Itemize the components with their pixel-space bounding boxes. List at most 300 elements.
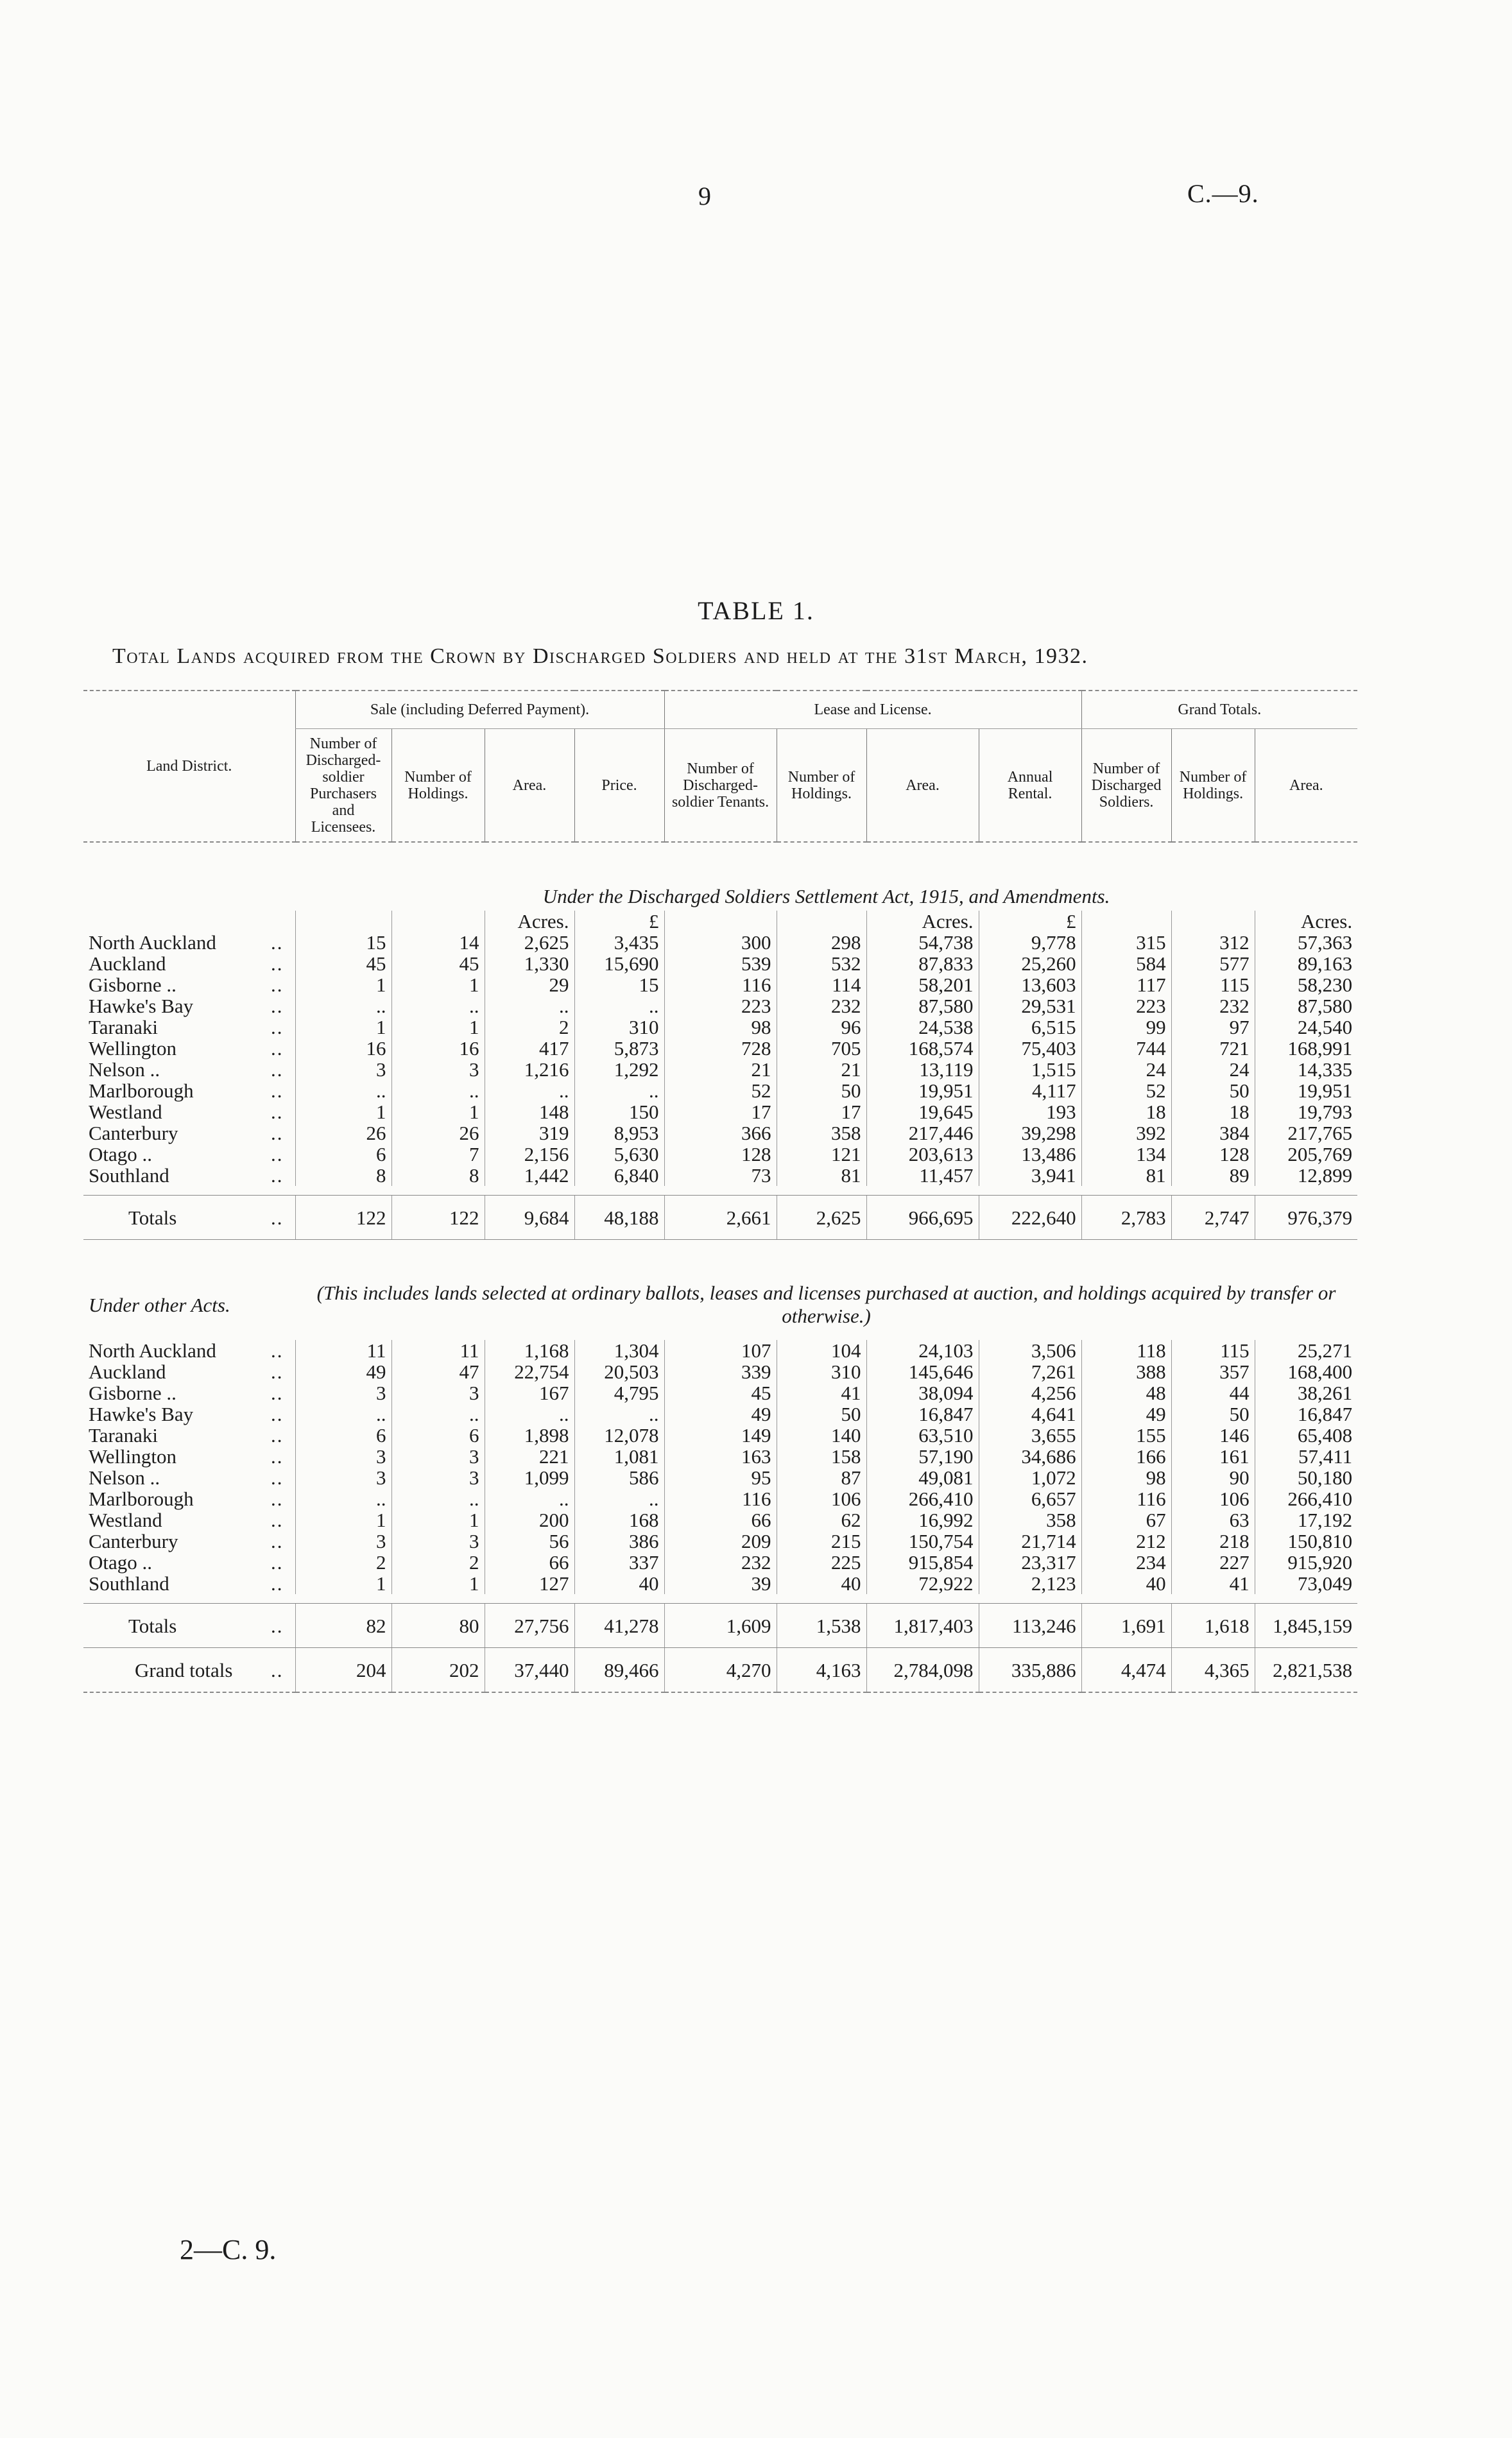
cell-lease-rental: 193 — [979, 1101, 1081, 1122]
cell-grand-area: 19,951 — [1255, 1080, 1357, 1101]
cell-lease-rental: 1,515 — [979, 1059, 1081, 1080]
cell-lease-area: 24,538 — [866, 1017, 979, 1038]
land-district-cell — [83, 1038, 295, 1059]
cell-lease-rental: 34,686 — [979, 1446, 1081, 1467]
cell-sale-purchasers: 3 — [295, 1059, 391, 1080]
cell-sale-price: 310 — [574, 1017, 664, 1038]
cell-grand-holdings: 227 — [1171, 1552, 1255, 1573]
cell-grand-holdings: 44 — [1171, 1382, 1255, 1404]
table-row — [83, 1446, 1357, 1467]
table-subtitle: Total Lands acquired from the Crown by Discharged Soldiers and held at the 31st March, 1932. — [112, 644, 1088, 668]
table-row — [83, 1122, 1357, 1144]
cell-sale-holdings: 1 — [391, 1573, 485, 1594]
cell-grand-soldiers: 52 — [1081, 1080, 1171, 1101]
table-row — [83, 1467, 1357, 1488]
cell-lease-area: 168,574 — [866, 1038, 979, 1059]
land-district-cell — [83, 1404, 295, 1425]
cell-lease-holdings: 232 — [777, 995, 866, 1017]
leader-dots: .. — [271, 1382, 284, 1404]
cell-sale-price: 40 — [574, 1573, 664, 1594]
land-district-name: Hawke's Bay — [89, 995, 194, 1017]
cell-grand-holdings: 115 — [1171, 1340, 1255, 1361]
cell-sale-price: 4,795 — [574, 1382, 664, 1404]
cell-grand-soldiers: 18 — [1081, 1101, 1171, 1122]
cell-lease-rental: 6,515 — [979, 1017, 1081, 1038]
leader-dots: .. — [271, 1058, 284, 1081]
cell-sale-area: 1,168 — [485, 1340, 574, 1361]
cell-sale-purchasers: 6 — [295, 1144, 391, 1165]
cell-lease-holdings: 310 — [777, 1361, 866, 1382]
cell-sale-purchasers: 204 — [295, 1648, 391, 1693]
cell-lease-holdings: 41 — [777, 1382, 866, 1404]
header-lease-tenants: Number of Discharged-soldier Tenants. — [664, 729, 777, 843]
cell-grand-holdings: 384 — [1171, 1122, 1255, 1144]
cell-sale-purchasers: 3 — [295, 1382, 391, 1404]
totals-row — [83, 1604, 1357, 1648]
cell-sale-purchasers: 15 — [295, 932, 391, 953]
land-district-name: North Auckland — [89, 931, 216, 954]
cell-sale-area: 127 — [485, 1573, 574, 1594]
leader-dots: .. — [271, 1658, 284, 1681]
cell-sale-purchasers: 45 — [295, 953, 391, 974]
cell-lease-area: 16,847 — [866, 1404, 979, 1425]
cell-grand-holdings: 63 — [1171, 1509, 1255, 1531]
table-row — [83, 1382, 1357, 1404]
cell-sale-price: 8,953 — [574, 1122, 664, 1144]
cell-grand-holdings: 161 — [1171, 1446, 1255, 1467]
cell-sale-purchasers: .. — [295, 1404, 391, 1425]
cell-grand-holdings: 218 — [1171, 1531, 1255, 1552]
cell-grand-holdings: 89 — [1171, 1165, 1255, 1186]
cell-sale-area: 1,216 — [485, 1059, 574, 1080]
cell-grand-soldiers: 24 — [1081, 1059, 1171, 1080]
land-district-name: Nelson .. — [89, 1466, 160, 1489]
table-row — [83, 1340, 1357, 1361]
cell-sale-purchasers: 3 — [295, 1446, 391, 1467]
cell-grand-holdings: 577 — [1171, 953, 1255, 974]
cell-lease-rental: 358 — [979, 1509, 1081, 1531]
cell-sale-area: 2,625 — [485, 932, 574, 953]
land-district-name: Auckland — [89, 952, 166, 975]
cell-sale-holdings: 45 — [391, 953, 485, 974]
cell-lease-area: 915,854 — [866, 1552, 979, 1573]
unit-acres: Acres. — [1255, 911, 1357, 932]
cell-sale-area: 27,756 — [485, 1604, 574, 1648]
unit-pounds: £ — [979, 911, 1081, 932]
cell-grand-soldiers: 392 — [1081, 1122, 1171, 1144]
section-other-acts — [83, 1240, 1357, 1648]
land-district-name: Wellington — [89, 1037, 176, 1060]
table-row — [83, 1165, 1357, 1186]
cell-sale-price: 15 — [574, 974, 664, 995]
cell-sale-purchasers: 1 — [295, 1017, 391, 1038]
grand-totals-section — [83, 1648, 1357, 1693]
cell-sale-area: 1,330 — [485, 953, 574, 974]
header-sale-group: Sale (including Deferred Payment). — [295, 691, 664, 729]
land-district-cell — [83, 953, 295, 974]
cell-sale-holdings: 3 — [391, 1531, 485, 1552]
cell-grand-soldiers: 116 — [1081, 1488, 1171, 1509]
cell-lease-holdings: 21 — [777, 1059, 866, 1080]
leader-dots: .. — [271, 1572, 284, 1595]
leader-dots: .. — [271, 952, 284, 975]
cell-grand-soldiers: 584 — [1081, 953, 1171, 974]
land-district-cell — [83, 1017, 295, 1038]
cell-lease-rental: 3,506 — [979, 1340, 1081, 1361]
cell-sale-purchasers: .. — [295, 1080, 391, 1101]
cell-sale-holdings: 3 — [391, 1467, 485, 1488]
table-row — [83, 1017, 1357, 1038]
cell-sale-purchasers: 1 — [295, 1573, 391, 1594]
cell-grand-soldiers: 315 — [1081, 932, 1171, 953]
cell-grand-holdings: 106 — [1171, 1488, 1255, 1509]
cell-lease-area: 11,457 — [866, 1165, 979, 1186]
cell-grand-holdings: 357 — [1171, 1361, 1255, 1382]
cell-sale-area: 56 — [485, 1531, 574, 1552]
cell-sale-holdings: 8 — [391, 1165, 485, 1186]
cell-sale-area: 22,754 — [485, 1361, 574, 1382]
leader-dots: .. — [271, 1037, 284, 1060]
land-district-cell — [83, 1604, 295, 1648]
land-district-cell — [83, 995, 295, 1017]
land-district-name: Taranaki — [89, 1016, 158, 1038]
cell-lease-holdings: 50 — [777, 1404, 866, 1425]
cell-lease-holdings: 50 — [777, 1080, 866, 1101]
land-district-name: Southland — [89, 1164, 169, 1187]
cell-grand-area: 25,271 — [1255, 1340, 1357, 1361]
cell-lease-tenants: 45 — [664, 1382, 777, 1404]
cell-lease-holdings: 225 — [777, 1552, 866, 1573]
cell-grand-soldiers: 166 — [1081, 1446, 1171, 1467]
cell-sale-holdings: .. — [391, 1080, 485, 1101]
cell-grand-holdings: 232 — [1171, 995, 1255, 1017]
cell-sale-holdings: 202 — [391, 1648, 485, 1693]
land-district-cell — [83, 1446, 295, 1467]
cell-sale-price: 1,081 — [574, 1446, 664, 1467]
cell-lease-area: 38,094 — [866, 1382, 979, 1404]
cell-lease-tenants: 366 — [664, 1122, 777, 1144]
cell-grand-soldiers: 223 — [1081, 995, 1171, 1017]
cell-lease-holdings: 121 — [777, 1144, 866, 1165]
land-district-cell — [83, 1531, 295, 1552]
cell-lease-holdings: 140 — [777, 1425, 866, 1446]
land-district-name: Westland — [89, 1101, 162, 1123]
cell-sale-holdings: 80 — [391, 1604, 485, 1648]
cell-lease-tenants: 95 — [664, 1467, 777, 1488]
cell-sale-area: 9,684 — [485, 1196, 574, 1240]
cell-lease-holdings: 2,625 — [777, 1196, 866, 1240]
table-row — [83, 1404, 1357, 1425]
cell-grand-area: 150,810 — [1255, 1531, 1357, 1552]
land-district-name: Canterbury — [89, 1530, 178, 1552]
cell-grand-soldiers: 155 — [1081, 1425, 1171, 1446]
leader-dots: .. — [271, 1445, 284, 1468]
cell-sale-holdings: .. — [391, 995, 485, 1017]
land-table — [83, 690, 1357, 1693]
cell-sale-price: 89,466 — [574, 1648, 664, 1693]
leader-dots: .. — [271, 974, 284, 996]
cell-grand-soldiers: 81 — [1081, 1165, 1171, 1186]
land-district-name: Westland — [89, 1509, 162, 1531]
cell-grand-holdings: 24 — [1171, 1059, 1255, 1080]
cell-sale-purchasers: 2 — [295, 1552, 391, 1573]
cell-sale-price: 386 — [574, 1531, 664, 1552]
cell-sale-area: 319 — [485, 1122, 574, 1144]
cell-sale-price: 6,840 — [574, 1165, 664, 1186]
cell-lease-area: 203,613 — [866, 1144, 979, 1165]
header-lease-group: Lease and License. — [664, 691, 1081, 729]
cell-grand-holdings: 1,618 — [1171, 1604, 1255, 1648]
cell-sale-purchasers: .. — [295, 1488, 391, 1509]
cell-grand-soldiers: 2,783 — [1081, 1196, 1171, 1240]
cell-sale-holdings: .. — [391, 1488, 485, 1509]
cell-sale-purchasers: 11 — [295, 1340, 391, 1361]
cell-lease-holdings: 17 — [777, 1101, 866, 1122]
cell-sale-area: 1,898 — [485, 1425, 574, 1446]
section2-note: (This includes lands selected at ordinary ballots, leases and licenses purchased at auction, and holdings acquired by transfer or otherwise.) — [316, 1282, 1336, 1327]
cell-sale-price: 586 — [574, 1467, 664, 1488]
cell-sale-price: 5,873 — [574, 1038, 664, 1059]
land-district-name: Gisborne .. — [89, 1382, 176, 1404]
cell-grand-holdings: 115 — [1171, 974, 1255, 995]
cell-grand-area: 205,769 — [1255, 1144, 1357, 1165]
cell-sale-area: 66 — [485, 1552, 574, 1573]
table-row — [83, 1080, 1357, 1101]
leader-dots: .. — [271, 1164, 284, 1187]
cell-sale-purchasers: 3 — [295, 1531, 391, 1552]
cell-grand-soldiers: 1,691 — [1081, 1604, 1171, 1648]
cell-lease-tenants: 73 — [664, 1165, 777, 1186]
cell-sale-purchasers: 16 — [295, 1038, 391, 1059]
cell-grand-area: 976,379 — [1255, 1196, 1357, 1240]
cell-sale-area: 37,440 — [485, 1648, 574, 1693]
cell-lease-tenants: 1,609 — [664, 1604, 777, 1648]
land-district-name: Otago .. — [89, 1143, 153, 1165]
cell-sale-holdings: .. — [391, 1404, 485, 1425]
land-district-name: Wellington — [89, 1445, 176, 1468]
cell-sale-holdings: 2 — [391, 1552, 485, 1573]
cell-lease-tenants: 17 — [664, 1101, 777, 1122]
land-district-cell — [83, 932, 295, 953]
cell-sale-purchasers: 6 — [295, 1425, 391, 1446]
cell-sale-holdings: 47 — [391, 1361, 485, 1382]
leader-dots: .. — [271, 1206, 284, 1229]
cell-sale-price: 5,630 — [574, 1144, 664, 1165]
cell-sale-area: .. — [485, 995, 574, 1017]
land-district-name: Southland — [89, 1572, 169, 1595]
leader-dots: .. — [271, 1488, 284, 1510]
cell-lease-area: 1,817,403 — [866, 1604, 979, 1648]
land-district-cell — [83, 1382, 295, 1404]
cell-sale-price: 150 — [574, 1101, 664, 1122]
cell-sale-holdings: 3 — [391, 1059, 485, 1080]
table-row — [83, 1531, 1357, 1552]
land-district-name: Gisborne .. — [89, 974, 176, 996]
cell-sale-price: 3,435 — [574, 932, 664, 953]
cell-sale-purchasers: 1 — [295, 1101, 391, 1122]
cell-sale-price: 15,690 — [574, 953, 664, 974]
cell-grand-area: 168,991 — [1255, 1038, 1357, 1059]
cell-sale-area: 221 — [485, 1446, 574, 1467]
cell-lease-area: 145,646 — [866, 1361, 979, 1382]
cell-grand-area: 19,793 — [1255, 1101, 1357, 1122]
cell-grand-area: 24,540 — [1255, 1017, 1357, 1038]
cell-lease-holdings: 114 — [777, 974, 866, 995]
leader-dots: .. — [271, 1339, 284, 1362]
cell-lease-holdings: 87 — [777, 1467, 866, 1488]
leader-dots: .. — [271, 1509, 284, 1531]
cell-sale-holdings: 3 — [391, 1382, 485, 1404]
leader-dots: .. — [271, 1530, 284, 1552]
cell-lease-holdings: 705 — [777, 1038, 866, 1059]
land-district-cell — [83, 1509, 295, 1531]
cell-sale-purchasers: 122 — [295, 1196, 391, 1240]
cell-lease-area: 19,645 — [866, 1101, 979, 1122]
cell-sale-purchasers: 26 — [295, 1122, 391, 1144]
land-district-cell — [83, 1165, 295, 1186]
cell-lease-rental: 25,260 — [979, 953, 1081, 974]
table-row — [83, 1361, 1357, 1382]
cell-lease-area: 58,201 — [866, 974, 979, 995]
cell-lease-area: 72,922 — [866, 1573, 979, 1594]
cell-lease-area: 87,580 — [866, 995, 979, 1017]
cell-lease-rental: 2,123 — [979, 1573, 1081, 1594]
leader-dots: .. — [271, 1122, 284, 1144]
cell-lease-rental: 75,403 — [979, 1038, 1081, 1059]
leader-dots: .. — [271, 1466, 284, 1489]
cell-grand-area: 57,411 — [1255, 1446, 1357, 1467]
cell-lease-holdings: 62 — [777, 1509, 866, 1531]
cell-grand-soldiers: 117 — [1081, 974, 1171, 995]
table-row — [83, 1144, 1357, 1165]
cell-sale-holdings: 26 — [391, 1122, 485, 1144]
leader-dots: .. — [271, 1424, 284, 1446]
page-number: 9 — [698, 182, 711, 210]
cell-sale-area: 2,156 — [485, 1144, 574, 1165]
section-discharged-soldiers-act — [83, 842, 1357, 1240]
header-grand-soldiers: Number of Discharged Soldiers. — [1081, 729, 1171, 843]
cell-grand-area: 168,400 — [1255, 1361, 1357, 1382]
cell-sale-purchasers: 8 — [295, 1165, 391, 1186]
cell-sale-purchasers: 49 — [295, 1361, 391, 1382]
cell-lease-holdings: 298 — [777, 932, 866, 953]
totals-row — [83, 1196, 1357, 1240]
land-district-name: North Auckland — [89, 1339, 216, 1362]
cell-sale-area: 200 — [485, 1509, 574, 1531]
land-district-name: Marlborough — [89, 1079, 194, 1102]
cell-grand-area: 89,163 — [1255, 953, 1357, 974]
cell-sale-holdings: 122 — [391, 1196, 485, 1240]
header-sale-price: Price. — [574, 729, 664, 843]
cell-grand-area: 2,821,538 — [1255, 1648, 1357, 1693]
cell-sale-holdings: 1 — [391, 1017, 485, 1038]
cell-lease-tenants: 39 — [664, 1573, 777, 1594]
cell-lease-holdings: 104 — [777, 1340, 866, 1361]
cell-sale-holdings: 3 — [391, 1446, 485, 1467]
cell-lease-holdings: 1,538 — [777, 1604, 866, 1648]
unit-pounds: £ — [574, 911, 664, 932]
cell-sale-price: 337 — [574, 1552, 664, 1573]
land-district-cell — [83, 1144, 295, 1165]
cell-grand-soldiers: 99 — [1081, 1017, 1171, 1038]
cell-grand-area: 915,920 — [1255, 1552, 1357, 1573]
cell-lease-holdings: 4,163 — [777, 1648, 866, 1693]
cell-grand-area: 38,261 — [1255, 1382, 1357, 1404]
cell-lease-tenants: 4,270 — [664, 1648, 777, 1693]
cell-sale-area: 148 — [485, 1101, 574, 1122]
header-lease-area: Area. — [866, 729, 979, 843]
cell-lease-rental: 1,072 — [979, 1467, 1081, 1488]
cell-sale-price: .. — [574, 1488, 664, 1509]
cell-grand-holdings: 50 — [1171, 1080, 1255, 1101]
units-row — [83, 911, 1357, 932]
cell-sale-area: 29 — [485, 974, 574, 995]
cell-lease-area: 13,119 — [866, 1059, 979, 1080]
cell-lease-area: 19,951 — [866, 1080, 979, 1101]
table-row — [83, 1425, 1357, 1446]
land-district-name: Nelson .. — [89, 1058, 160, 1081]
cell-grand-area: 12,899 — [1255, 1165, 1357, 1186]
cell-lease-holdings: 96 — [777, 1017, 866, 1038]
cell-grand-holdings: 97 — [1171, 1017, 1255, 1038]
header-sale-holdings: Number of Holdings. — [391, 729, 485, 843]
cell-lease-tenants: 300 — [664, 932, 777, 953]
header-lease-holdings: Number of Holdings. — [777, 729, 866, 843]
cell-grand-area: 16,847 — [1255, 1404, 1357, 1425]
cell-grand-area: 266,410 — [1255, 1488, 1357, 1509]
cell-lease-rental: 39,298 — [979, 1122, 1081, 1144]
cell-lease-area: 63,510 — [866, 1425, 979, 1446]
cell-lease-rental: 21,714 — [979, 1531, 1081, 1552]
cell-sale-price: .. — [574, 1404, 664, 1425]
header-grand-holdings: Number of Holdings. — [1171, 729, 1255, 843]
cell-grand-soldiers: 234 — [1081, 1552, 1171, 1573]
table-row — [83, 1552, 1357, 1573]
header-sale-area: Area. — [485, 729, 574, 843]
cell-sale-area: .. — [485, 1488, 574, 1509]
cell-lease-rental: 3,941 — [979, 1165, 1081, 1186]
cell-sale-price: 1,292 — [574, 1059, 664, 1080]
land-district-cell — [83, 1059, 295, 1080]
cell-lease-tenants: 2,661 — [664, 1196, 777, 1240]
cell-lease-holdings: 40 — [777, 1573, 866, 1594]
cell-lease-area: 49,081 — [866, 1467, 979, 1488]
cell-lease-holdings: 358 — [777, 1122, 866, 1144]
cell-grand-area: 17,192 — [1255, 1509, 1357, 1531]
cell-sale-price: 48,188 — [574, 1196, 664, 1240]
cell-lease-holdings: 106 — [777, 1488, 866, 1509]
cell-lease-tenants: 107 — [664, 1340, 777, 1361]
cell-grand-area: 217,765 — [1255, 1122, 1357, 1144]
cell-lease-area: 217,446 — [866, 1122, 979, 1144]
leader-dots: .. — [271, 1016, 284, 1038]
cell-grand-soldiers: 98 — [1081, 1467, 1171, 1488]
table-title: TABLE 1. — [698, 596, 814, 625]
cell-lease-holdings: 81 — [777, 1165, 866, 1186]
cell-grand-holdings: 50 — [1171, 1404, 1255, 1425]
cell-lease-rental: 222,640 — [979, 1196, 1081, 1240]
cell-lease-tenants: 728 — [664, 1038, 777, 1059]
land-district-cell — [83, 1101, 295, 1122]
cell-grand-holdings: 4,365 — [1171, 1648, 1255, 1693]
cell-grand-area: 14,335 — [1255, 1059, 1357, 1080]
cell-lease-tenants: 52 — [664, 1080, 777, 1101]
cell-lease-tenants: 116 — [664, 1488, 777, 1509]
cell-grand-holdings: 146 — [1171, 1425, 1255, 1446]
cell-grand-soldiers: 212 — [1081, 1531, 1171, 1552]
land-district-cell — [83, 1573, 295, 1594]
cell-lease-rental: 13,486 — [979, 1144, 1081, 1165]
